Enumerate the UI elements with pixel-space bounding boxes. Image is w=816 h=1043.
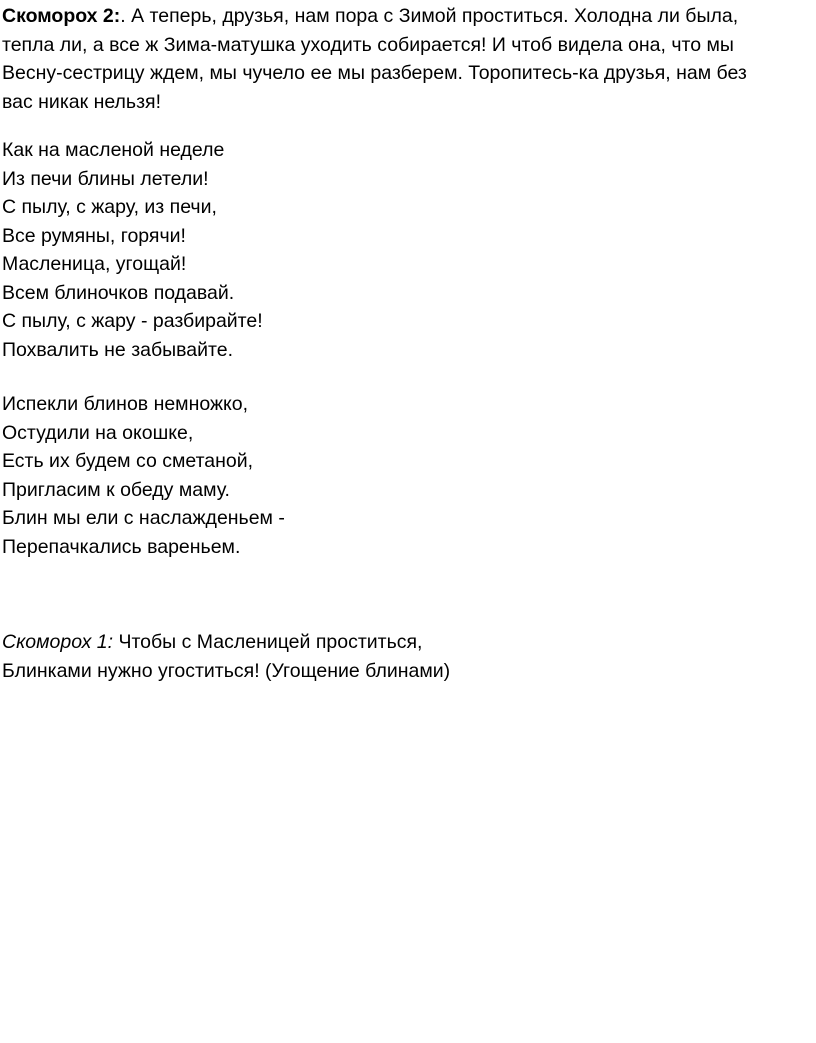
intro-line-1-text: . А теперь, друзья, нам пора с Зимой проститься. Холодна ли была, [120,5,739,27]
closing-line-1-text: Чтобы с Масленицей проститься, [113,631,423,653]
poem-line: Блин мы ели с наслажденьем - [2,507,285,529]
poem-line: С пылу, с жару - разбирайте! [2,310,263,332]
poem-line: Есть их будем со сметаной, [2,450,254,472]
poem-line: Пригласим к обеду маму. [2,478,230,501]
intro-paragraph [2,2,747,116]
poem-line: Все румяны, горячи! [2,224,186,247]
intro-line-4: вас никак нельзя! [2,90,161,113]
poem-line: Всем блиночков подавай. [2,281,235,304]
poem-line: Остудили на окошке, [2,421,194,444]
poem-line: Испекли блинов немножко, [2,393,249,415]
poem-line: Из печи блины летели! [2,167,209,190]
poem-line: Масленица, угощай! [2,253,187,275]
speaker-label: Скоморох 1: [2,631,114,653]
poem-stanza-1 [2,136,263,364]
intro-line-3: Весну-сестрицу ждем, мы чучело ее мы разберем. Торопитесь-ка друзья, нам без [2,62,747,84]
poem-line: Похвалить не забывайте. [2,338,234,361]
closing-line-2: Блинками нужно угоститься! (Угощение блинами) [2,659,451,682]
poem-line: С пылу, с жару, из печи, [2,196,217,218]
poem-line: Перепачкались вареньем. [2,535,241,558]
poem-line: Как на масленой неделе [2,139,225,161]
closing-line-1 [2,628,450,657]
intro-line-1 [2,2,747,31]
poem-stanza-2 [2,390,285,561]
closing-paragraph [2,628,450,685]
intro-line-2: тепла ли, а все ж Зима-матушка уходить собирается! И чтоб видела она, что мы [2,33,734,56]
speaker-label: Скоморох 2: [2,5,121,27]
